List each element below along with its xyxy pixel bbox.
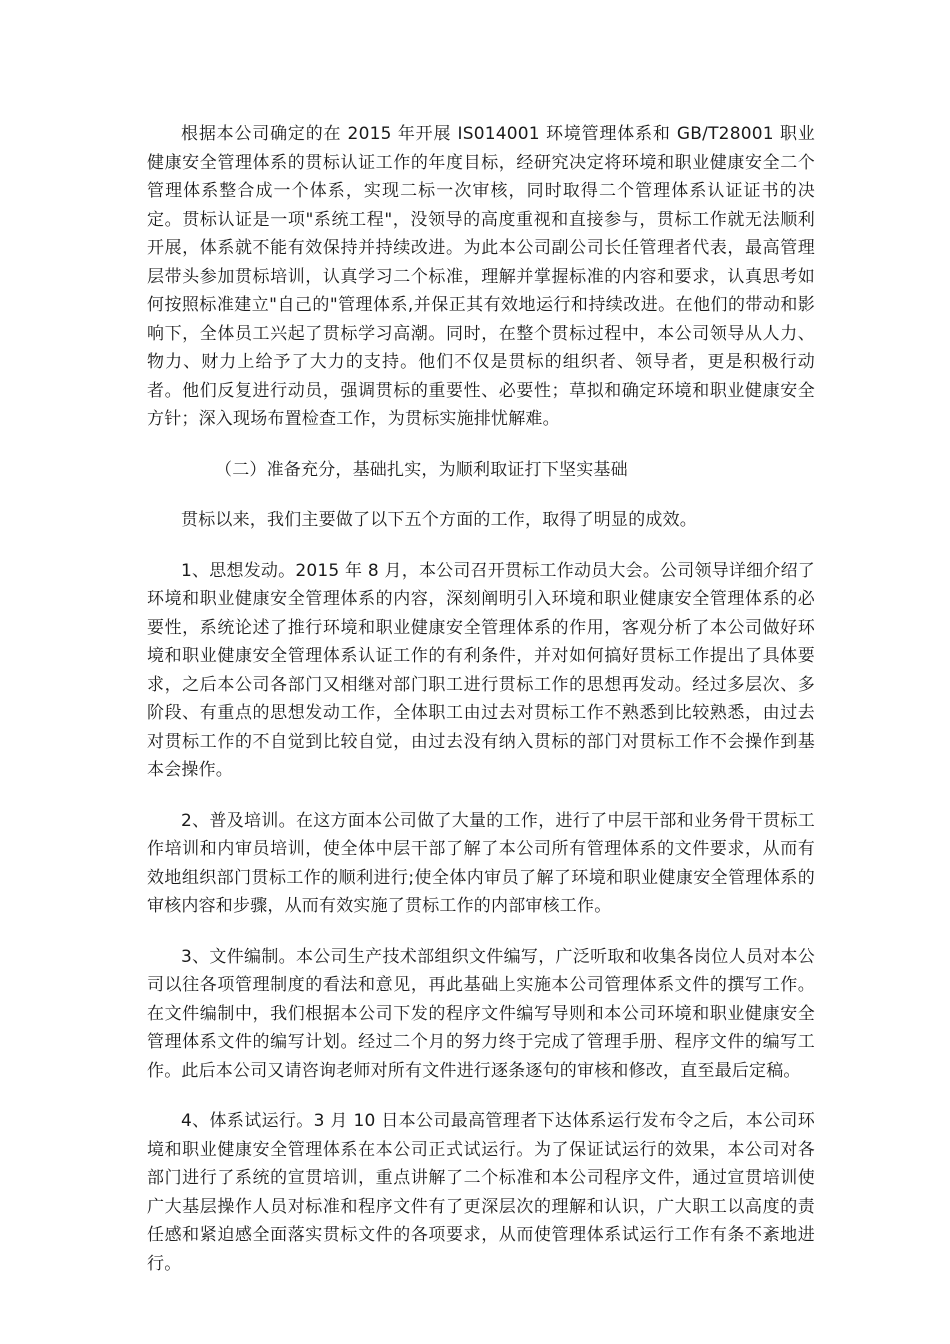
paragraph-leadership: 根据本公司确定的在 2015 年开展 IS014001 环境管理体系和 GB/T28001 职业健康安全管理体系的贯标认证工作的年度目标，经研究决定将环境和职业健康安全二个管理体系整合成一个体系，实现二标一次审核，同时取得二个管理体系认证证书的决定。贯标认证是一项"系统工程"，没领导的高度重视和直接参与，贯标工作就无法顺利开展，体系就不能有效保持并持续改进。为此本公司副公司长任管理者代表，最高管理层带头参加贯标培训，认真学习二个标准，理解并掌握标准的内容和要求，认真思考如何按照标准建立"自己的"管理体系,并保正其有效地运行和持续改进。在他们的带动和影响下，全体员工兴起了贯标学习高潮。同时，在整个贯标过程中，本公司领导从人力、物力、财力上给予了大力的支持。他们不仅是贯标的组织者、领导者，更是积极行动者。他们反复进行动员，强调贯标的重要性、必要性；草拟和确定环境和职业健康安全方针；深入现场布置检查工作，为贯标实施排忧解难。 — [147, 124, 815, 429]
section-heading-preparation: （二）准备充分，基础扎实，为顺利取证打下坚实基础 — [215, 459, 628, 480]
document-page — [147, 120, 815, 1300]
paragraph-documentation: 3、文件编制。本公司生产技术部组织文件编写，广泛听取和收集各岗位人员对本公司以往各项管理制度的看法和意见，再此基础上实施本公司管理体系文件的撰写工作。在文件编制中，我们根据本公司下发的程序文件编写导则和本公司环境和职业健康安全管理体系文件的编写计划。经过二个月的努力终于完成了管理手册、程序文件的编写工作。此后本公司又请咨询老师对所有文件进行逐条逐句的审核和修改，直至最后定稿。 — [147, 946, 815, 1081]
paragraph-trial-run: 4、体系试运行。3 月 10 日本公司最高管理者下达体系运行发布令之后，本公司环境和职业健康安全管理体系在本公司正式试运行。为了保证试运行的效果，本公司对各部门进行了系统的宣贯培训，重点讲解了二个标准和本公司程序文件，通过宣贯培训使广大基层操作人员对标准和程序文件有了更深层次的理解和认识，广大职工以高度的责任感和紧迫感全面落实贯标文件的各项要求，从而使管理体系试运行工作有条不紊地进行。 — [147, 1111, 815, 1274]
paragraph-training: 2、普及培训。在这方面本公司做了大量的工作，进行了中层干部和业务骨干贯标工作培训和内审员培训，使全体中层干部了解了本公司所有管理体系的文件要求，从而有效地组织部门贯标工作的顺利进行;使全体内审员了解了环境和职业健康安全管理体系的审核内容和步骤，从而有效实施了贯标工作的内部审核工作。 — [147, 810, 815, 916]
paragraph-summary: 贯标以来，我们主要做了以下五个方面的工作，取得了明显的成效。 — [181, 510, 697, 530]
paragraph-mobilization: 1、思想发动。2015 年 8 月，本公司召开贯标工作动员大会。公司领导详细介绍了环境和职业健康安全管理体系的内容，深刻阐明引入环境和职业健康安全管理体系的必要性，系统论述了推行环境和职业健康安全管理体系的作用，客观分析了本公司做好环境和职业健康安全管理体系认证工作的有利条件，并对如何搞好贯标工作提出了具体要求，之后本公司各部门又相继对部门职工进行贯标工作的思想再发动。经过多层次、多阶段、有重点的思想发动工作，全体职工由过去对贯标工作不熟悉到比较熟悉，由过去对贯标工作的不自觉到比较自觉，由过去没有纳入贯标的部门对贯标工作不会操作到基本会操作。 — [147, 560, 815, 780]
